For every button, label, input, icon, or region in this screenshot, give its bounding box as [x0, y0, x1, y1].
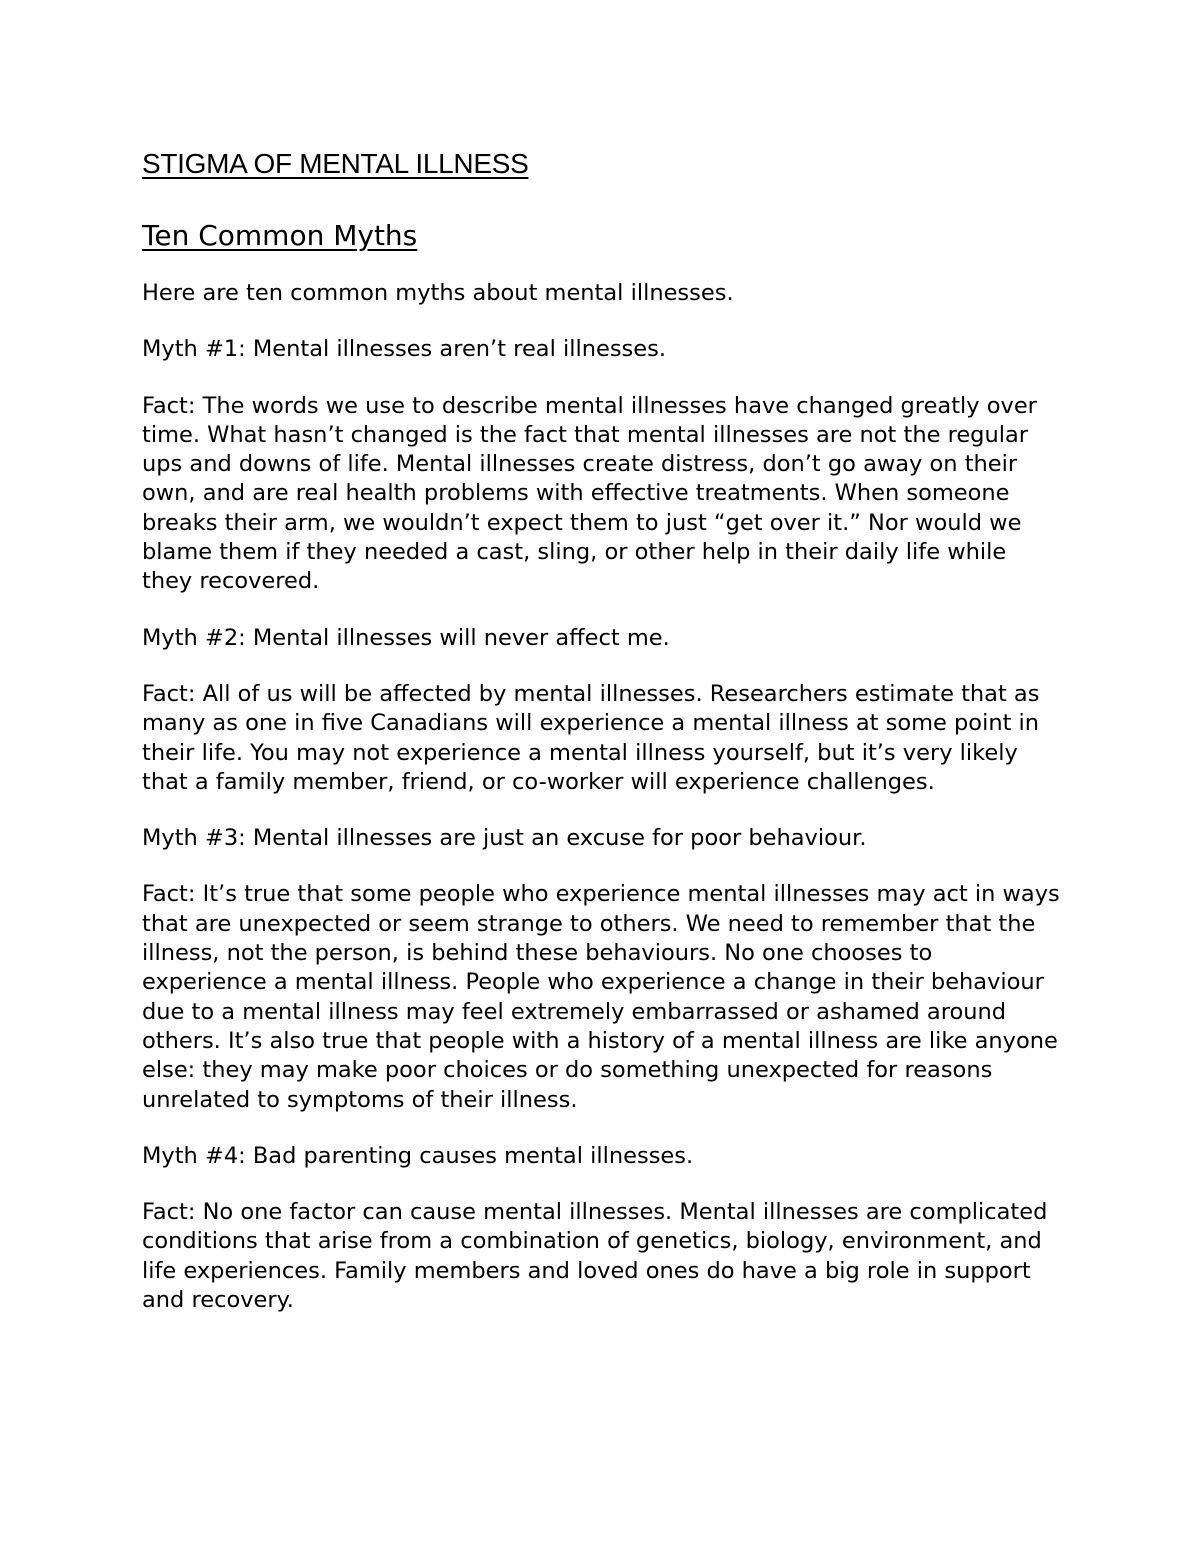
myth-3-fact: Fact: It’s true that some people who experience mental illnesses may act in ways that are unexpected or seem strange to others. We need to remember that the illness, not the person, is behind these behaviours. No one chooses to experience a mental illness. People who experience a change in their behaviour due to a mental illness may feel extremely embarrassed or ashamed around others. It’s also true that people with a history of a mental illness are like anyone else: they may make poor choices or do something unexpected for reasons unrelated to symptoms of their illness. [142, 881, 1060, 1113]
myth-4-fact: Fact: No one factor can cause mental illnesses. Mental illnesses are complicated conditions that arise from a combination of genetics, biology, environment, and life experiences. Family members and loved ones do have a big role in support and recovery. [142, 1199, 1048, 1314]
myth-1-fact: Fact: The words we use to describe mental illnesses have changed greatly over time. What hasn’t changed is the fact that mental illnesses are not the regular ups and downs of life. Mental illnesses create distress, don’t go away on their own, and are real health problems with effective treatments. When someone breaks their arm, we wouldn’t expect them to just “get over it.” Nor would we blame them if they needed a cast, sling, or other help in their daily life while they recovered. [142, 392, 1037, 595]
document-body [142, 145, 1062, 1315]
myth-2-fact: Fact: All of us will be affected by mental illnesses. Researchers estimate that as many as one in five Canadians will experience a mental illness at some point in their life. You may not experience a mental illness yourself, but it’s very likely that a family member, friend, or co-worker will experience challenges. [142, 680, 1040, 795]
myth-2-statement: Myth #2: Mental illnesses will never affect me. [142, 624, 670, 651]
myth-1-statement: Myth #1: Mental illnesses aren’t real illnesses. [142, 336, 666, 363]
myth-3-statement: Myth #3: Mental illnesses are just an excuse for poor behaviour. [142, 825, 867, 852]
intro-paragraph: Here are ten common myths about mental illnesses. [142, 280, 734, 306]
myth-4-statement: Myth #4: Bad parenting causes mental illnesses. [142, 1142, 694, 1169]
document-subtitle: Ten Common Myths [142, 219, 418, 252]
document-title: STIGMA OF MENTAL ILLNESS [142, 148, 529, 179]
